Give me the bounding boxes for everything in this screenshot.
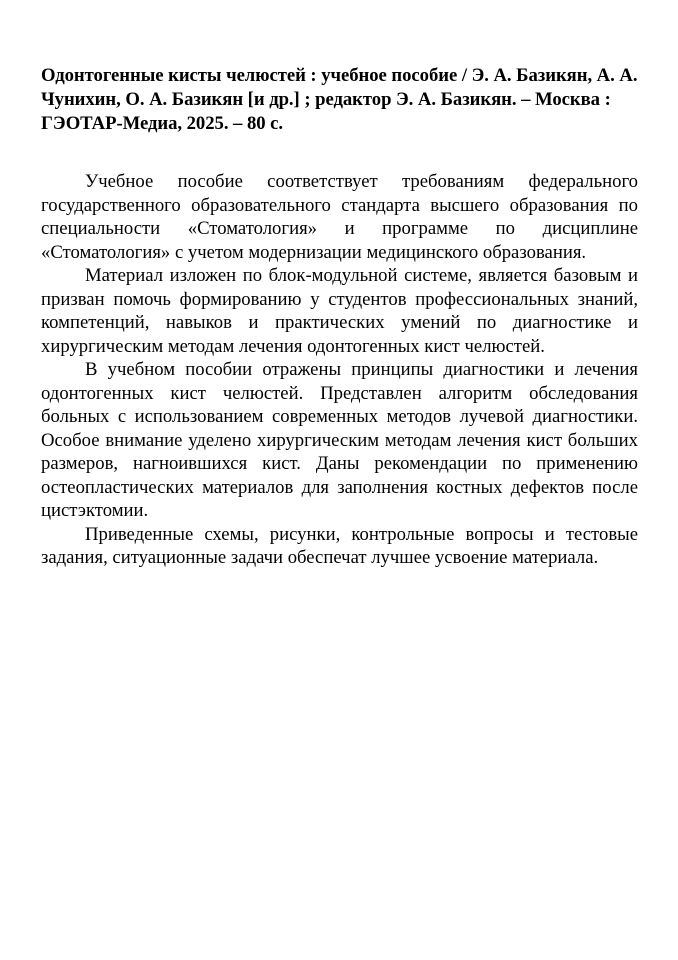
- abstract-paragraph-2: Материал изложен по блок-модульной системе, является базовым и призван помочь формированию у студентов профессиональных знаний, компетенций, навыков и практических умений по диагностике и хирургическим методам лечения одонтогенных кист челюстей.: [41, 265, 638, 357]
- abstract-paragraph-1: Учебное пособие соответствует требованиям федерального государственного образовательного стандарта высшего образования по специальности «Стоматология» и программе по дисциплине «Стоматология» с учетом модернизации медицинского образования.: [41, 171, 638, 263]
- abstract: [41, 170, 638, 570]
- abstract-paragraph-3: В учебном пособии отражены принципы диагностики и лечения одонтогенных кист челюстей. Представлен алгоритм обследования больных с использованием современных методов лучевой диагностики. Особое внимание уделено хирургическим методам лечения кист больших размеров, нагноившихся кист. Даны рекомендации по применению остеопластических материалов для заполнения костных дефектов после цистэктомии.: [41, 359, 638, 521]
- abstract-paragraph-4: Приведенные схемы, рисунки, контрольные вопросы и тестовые задания, ситуационные задачи обеспечат лучшее усвоение материала.: [41, 523, 638, 568]
- bibliographic-citation: Одонтогенные кисты челюстей : учебное пособие / Э. А. Базикян, А. А. Чунихин, О. А. Базикян [и др.] ; редактор Э. А. Базикян. – Москва : ГЭОТАР-Медиа, 2025. – 80 с.: [41, 65, 638, 134]
- document-page: [41, 64, 638, 570]
